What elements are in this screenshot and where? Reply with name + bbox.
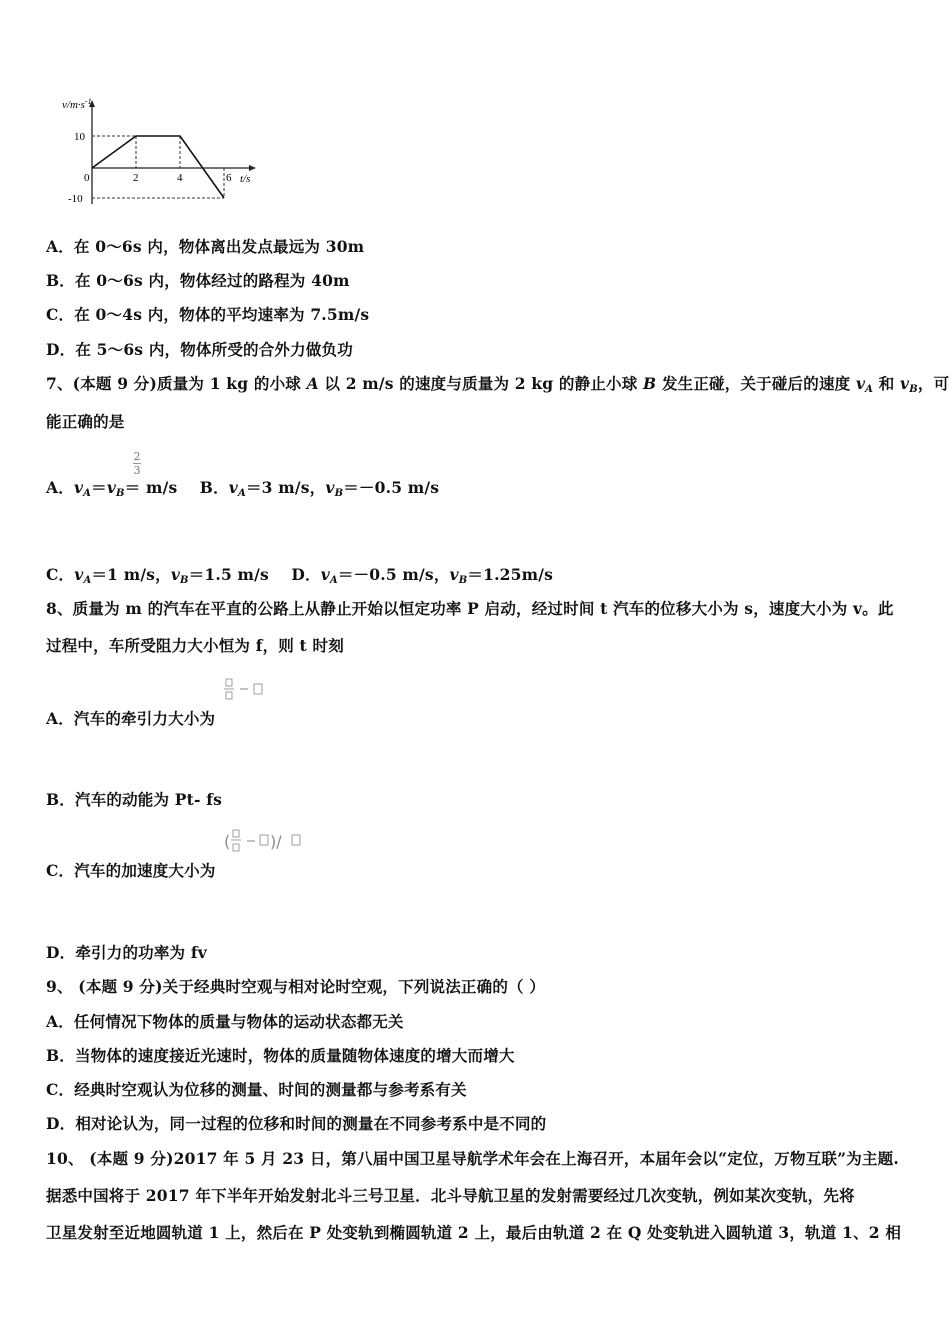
x-axis-label: t/s [240,173,251,185]
q9-option-a: A．任何情况下物体的质量与物体的运动状态都无关 [46,1012,404,1031]
velocity-curve [92,136,224,198]
q7-fraction: $\frac{2}{3}$ [133,450,141,477]
q9-stem: 9、 (本题 9 分)关于经典时空观与相对论时空观，下列说法正确的（ ） [46,977,546,996]
q6-option-a: A．在 0～6s 内，物体离出发点最远为 30m [46,237,365,256]
x-tick-2: 2 [133,172,139,184]
y-tick-neg10: -10 [68,193,83,205]
q6-option-c: C．在 0～4s 内，物体的平均速率为 7.5m/s [46,305,370,324]
q9-option-c: C．经典时空观认为位移的测量、时间的测量都与参考系有关 [46,1080,467,1099]
q10-line1: 10、 (本题 9 分)2017 年 5 月 23 日，第八届中国卫星导航学术年会在上海召开，本届年会以“定位，万物互联”为主题. [46,1149,899,1168]
q10-line3: 卫星发射至近地圆轨道 1 上，然后在 P 处变轨到椭圆轨道 2 上，最后由轨道 2 在 Q 处变轨进入圆轨道 3，轨道 1、2 相 [46,1223,902,1242]
q8-stem-line1: 8、质量为 m 的汽车在平直的公路上从静止开始以恒定功率 P 启动，经过时间 t 汽车的位移大小为 s，速度大小为 v。此 [46,599,894,618]
q8-stem-line2: 过程中，车所受阻力大小恒为 f，则 t 时刻 [46,636,344,655]
q7-stem-line2: 能正确的是 [46,412,125,431]
x-tick-4: 4 [177,172,183,184]
q8-formula-a-image [222,676,272,706]
x-tick-0: 0 [84,172,90,184]
q8-option-a: A．汽车的牵引力大小为 [46,709,216,728]
y-tick-10: 10 [74,131,85,143]
q7-options-ab: A．$v_A=v_B= m/s$ B．$v_A=3$ m/s，$v_B=-0.5$ m/s [46,478,440,499]
q7-stem-line1: 7、(本题 9 分)质量为 1 kg 的小球 A 以 2 m/s 的速度与质量为 2 kg 的静止小球 B 发生正碰，关于碰后的速度 $v_A$ 和 $v_B$，可 [46,374,950,395]
velocity-time-graph [62,96,272,208]
svg-text:(: ( [224,832,231,851]
x-tick-6: 6 [226,172,232,184]
q8-formula-c-image [222,826,312,858]
y-axis-label: $v/m\cdot s^{-1}$ [62,97,92,111]
q6-option-d: D．在 5～6s 内，物体所受的合外力做负功 [46,340,353,359]
svg-text:)/: )/ [270,832,282,851]
q9-option-b: B．当物体的速度接近光速时，物体的质量随物体速度的增大而增大 [46,1046,515,1065]
x-arrow [249,165,256,171]
q8-option-b: B．汽车的动能为 Pt- fs [46,790,223,809]
q9-option-d: D．相对论认为，同一过程的位移和时间的测量在不同参考系中是不同的 [46,1114,547,1133]
q8-option-c: C．汽车的加速度大小为 [46,861,216,880]
q8-option-d: D．牵引力的功率为 fv [46,943,207,962]
q7-options-cd: C．$v_A=1$ m/s，$v_B=1.5$ m/s D．$v_A=-0.5$ m/s，$v_B=1.25m/s$ [46,565,554,586]
q10-line2: 据悉中国将于 2017 年下半年开始发射北斗三号卫星．北斗导航卫星的发射需要经过几次变轨，例如某次变轨，先将 [46,1186,855,1205]
q6-option-b: B．在 0～6s 内，物体经过的路程为 40m [46,271,350,290]
